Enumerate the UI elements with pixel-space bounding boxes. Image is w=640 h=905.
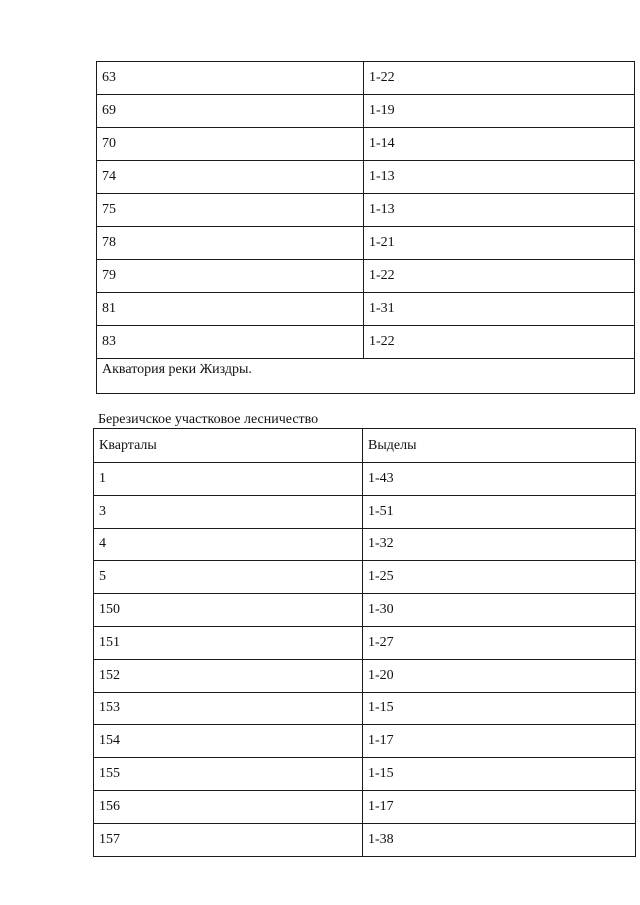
vydely-cell: 1-27 (363, 626, 636, 659)
table-row (94, 725, 636, 758)
table-row (97, 62, 635, 95)
table-row (97, 293, 635, 326)
kvartal-cell: 150 (94, 594, 363, 627)
kvartal-cell: 5 (94, 561, 363, 594)
kvartal-cell: 156 (94, 790, 363, 823)
vydely-cell: 1-15 (363, 758, 636, 791)
table-row (94, 790, 636, 823)
kvartal-cell: 3 (94, 495, 363, 528)
table-row (94, 594, 636, 627)
kvartal-cell: 154 (94, 725, 363, 758)
section-caption: Березичское участковое лесничество (98, 412, 319, 427)
table-row (94, 495, 636, 528)
vydely-cell: 1-17 (363, 725, 636, 758)
forest-table-continued (96, 61, 635, 394)
forest-district-table (93, 428, 636, 857)
vydely-cell: 1-22 (364, 260, 635, 293)
kvartal-cell: 155 (94, 758, 363, 791)
table-row (97, 260, 635, 293)
kvartal-cell: 74 (97, 161, 364, 194)
vydely-cell: 1-20 (363, 659, 636, 692)
vydely-cell: 1-25 (363, 561, 636, 594)
vydely-cell: 1-19 (364, 95, 635, 128)
kvartal-cell: 4 (94, 528, 363, 561)
vydely-cell: 1-17 (363, 790, 636, 823)
vydely-cell: 1-22 (364, 62, 635, 95)
kvartal-cell: 69 (97, 95, 364, 128)
vydely-cell: 1-30 (363, 594, 636, 627)
kvartal-cell: 63 (97, 62, 364, 95)
vydely-cell: 1-51 (363, 495, 636, 528)
table-row (94, 659, 636, 692)
kvartal-cell: 78 (97, 227, 364, 260)
kvartal-cell: 152 (94, 659, 363, 692)
vydely-cell: 1-21 (364, 227, 635, 260)
table-row (97, 161, 635, 194)
water-area-note: Акватория реки Жиздры. (97, 359, 635, 394)
kvartaly-header: Кварталы (94, 429, 363, 463)
kvartal-cell: 79 (97, 260, 364, 293)
kvartal-cell: 81 (97, 293, 364, 326)
kvartal-cell: 83 (97, 326, 364, 359)
table-row (97, 128, 635, 161)
table-row (94, 823, 636, 856)
kvartal-cell: 1 (94, 463, 363, 496)
vydely-cell: 1-13 (364, 194, 635, 227)
kvartal-cell: 153 (94, 692, 363, 725)
vydely-cell: 1-31 (364, 293, 635, 326)
table-header-row (94, 429, 636, 463)
kvartal-cell: 70 (97, 128, 364, 161)
kvartal-cell: 151 (94, 626, 363, 659)
vydely-cell: 1-13 (364, 161, 635, 194)
vydely-cell: 1-32 (363, 528, 636, 561)
table-row (97, 194, 635, 227)
table-row (97, 95, 635, 128)
table-row (97, 326, 635, 359)
vydely-cell: 1-22 (364, 326, 635, 359)
vydely-cell: 1-15 (363, 692, 636, 725)
table-row (94, 463, 636, 496)
vydely-header: Выделы (363, 429, 636, 463)
table-row (94, 626, 636, 659)
vydely-cell: 1-43 (363, 463, 636, 496)
table-row (94, 758, 636, 791)
table-row (97, 227, 635, 260)
kvartal-cell: 157 (94, 823, 363, 856)
table-row (94, 561, 636, 594)
vydely-cell: 1-14 (364, 128, 635, 161)
kvartal-cell: 75 (97, 194, 364, 227)
table-note-row (97, 359, 635, 394)
table-row (94, 528, 636, 561)
vydely-cell: 1-38 (363, 823, 636, 856)
table-row (94, 692, 636, 725)
